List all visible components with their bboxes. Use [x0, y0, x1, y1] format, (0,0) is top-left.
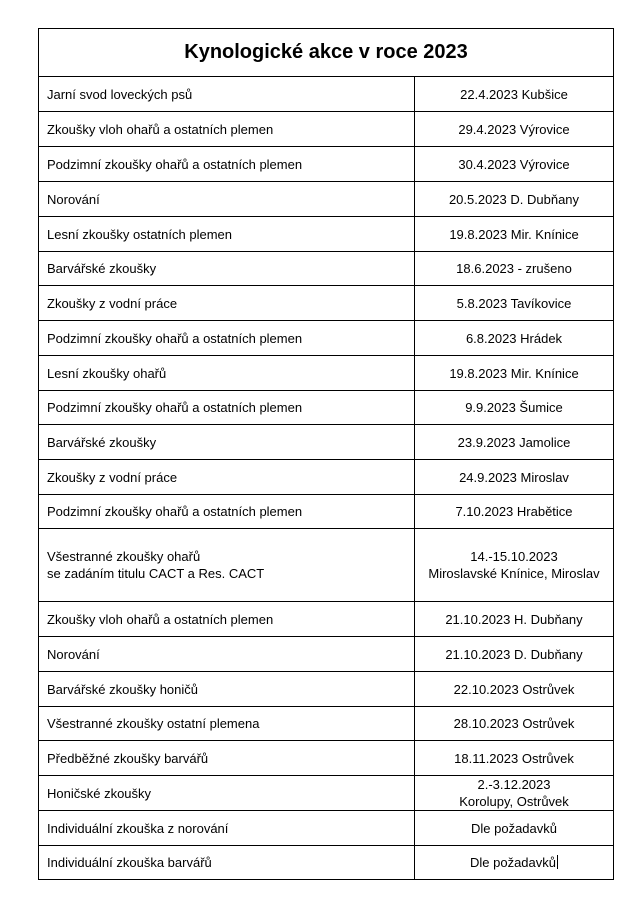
event-name-cell: [39, 147, 415, 182]
table-row: [39, 182, 614, 217]
event-date-place-cell: [415, 707, 614, 741]
event-name-cell: [39, 602, 415, 637]
event-name: Všestranné zkoušky ohařů: [47, 549, 201, 564]
event-name: Lesní zkoušky ohařů: [47, 365, 167, 381]
table-row: [39, 741, 614, 776]
event-date-place-cell: [415, 741, 614, 776]
event-name: Individuální zkouška z norování: [47, 820, 229, 836]
event-date-place-cell: [415, 252, 614, 286]
event-name-cell: [39, 286, 415, 321]
event-date-place-cell: [415, 460, 614, 495]
event-name-cell: [39, 811, 415, 846]
table-row: [39, 112, 614, 147]
event-name-cell: [39, 182, 415, 217]
table-row: [39, 529, 614, 602]
event-name-cell: [39, 672, 415, 707]
event-date-place: Dle požadavků: [470, 855, 556, 870]
event-name: Jarní svod loveckých psů: [47, 86, 193, 102]
table-row: [39, 460, 614, 495]
table-row: [39, 707, 614, 741]
table-row: [39, 425, 614, 460]
event-name: Podzimní zkoušky ohařů a ostatních plemen: [47, 330, 303, 346]
event-date-place-cell: [415, 391, 614, 425]
table-row: [39, 495, 614, 529]
event-name: Barvářské zkoušky: [47, 434, 157, 450]
event-name: Podzimní zkoušky ohařů a ostatních plemen: [47, 156, 303, 172]
event-date-place: 7.10.2023 Hrabětice: [455, 504, 573, 519]
event-name: Norování: [47, 191, 100, 207]
table-row: [39, 637, 614, 672]
event-name: Individuální zkouška barvářů: [47, 855, 212, 870]
event-date-place: 22.4.2023 Kubšice: [460, 86, 568, 102]
event-date-place: 19.8.2023 Mir. Knínice: [449, 365, 579, 381]
event-date-place: 2.-3.12.2023: [477, 777, 551, 792]
event-name-cell: [39, 425, 415, 460]
event-date-place-cell: [415, 217, 614, 252]
event-name: Barvářské zkoušky: [47, 261, 157, 276]
event-name-cell: [39, 252, 415, 286]
event-date-place-cell: [415, 425, 614, 460]
event-name-cell: [39, 460, 415, 495]
event-date-place: 22.10.2023 Ostrůvek: [453, 681, 575, 697]
event-date-place-cell[interactable]: [415, 846, 614, 880]
event-date-place-cell: [415, 529, 614, 602]
event-name: Podzimní zkoušky ohařů a ostatních plemen: [47, 504, 303, 519]
table-row: [39, 77, 614, 112]
event-date-place-cell: [415, 321, 614, 356]
event-date-place-cell: [415, 811, 614, 846]
event-name-cell: [39, 321, 415, 356]
event-date-place: 30.4.2023 Výrovice: [458, 156, 570, 172]
event-name: Zkoušky vloh ohařů a ostatních plemen: [47, 121, 274, 137]
event-date-place-cell: [415, 672, 614, 707]
event-name-cell: [39, 112, 415, 147]
event-name-cell: [39, 707, 415, 741]
event-name: Zkoušky z vodní práce: [47, 295, 178, 311]
event-name: Honičské zkoušky: [47, 785, 152, 801]
event-name: Podzimní zkoušky ohařů a ostatních plemen: [47, 400, 303, 415]
event-date-place: 9.9.2023 Šumice: [465, 400, 563, 415]
event-date-place-cell: [415, 637, 614, 672]
event-date-place-cell: [415, 495, 614, 529]
table-row: [39, 602, 614, 637]
event-date-place: 14.-15.10.2023: [470, 549, 558, 564]
event-name: Zkoušky z vodní práce: [47, 469, 178, 485]
event-name-cell: [39, 776, 415, 811]
table-row: [39, 811, 614, 846]
table-row: [39, 147, 614, 182]
event-date-place: 5.8.2023 Tavíkovice: [456, 295, 572, 311]
event-date-place-cell: [415, 356, 614, 391]
table-row: [39, 846, 614, 880]
event-date-place: 24.9.2023 Miroslav: [459, 469, 569, 485]
table-row: [39, 672, 614, 707]
event-date-place: 21.10.2023 H. Dubňany: [445, 611, 583, 627]
event-date-place: Dle požadavků: [471, 820, 557, 836]
event-date-place-cell: [415, 77, 614, 112]
event-date-place: 18.11.2023 Ostrůvek: [454, 750, 574, 766]
text-cursor: [557, 855, 558, 869]
event-date-place-cell: [415, 286, 614, 321]
events-table: [38, 28, 614, 880]
event-date-place-cell: [415, 182, 614, 217]
event-date-place: 23.9.2023 Jamolice: [457, 434, 571, 450]
event-name: Barvářské zkoušky honičů: [47, 681, 199, 697]
event-date-place: 29.4.2023 Výrovice: [458, 121, 570, 137]
event-name-cell: [39, 391, 415, 425]
event-name-cell: [39, 217, 415, 252]
event-name: Lesní zkoušky ostatních plemen: [47, 226, 232, 242]
event-name-cell: [39, 495, 415, 529]
title-row: [39, 29, 614, 77]
event-name: Norování: [47, 646, 100, 662]
event-date-place-cell: [415, 147, 614, 182]
event-date-place: 19.8.2023 Mir. Knínice: [449, 226, 579, 242]
page-title: Kynologické akce v roce 2023: [39, 29, 614, 77]
event-name-cell: [39, 529, 415, 602]
event-date-place: 18.6.2023 - zrušeno: [456, 261, 572, 276]
event-name-cell: [39, 741, 415, 776]
event-date-place-cell: [415, 776, 614, 811]
events-table-body: [39, 29, 614, 880]
event-date-place: Miroslavské Knínice, Miroslav: [428, 566, 600, 581]
table-row: [39, 286, 614, 321]
event-date-place: 20.5.2023 D. Dubňany: [448, 191, 580, 207]
event-name-cell: [39, 356, 415, 391]
event-name: Zkoušky vloh ohařů a ostatních plemen: [47, 611, 274, 627]
event-name-cell: [39, 77, 415, 112]
event-date-place-cell: [415, 112, 614, 147]
event-date-place: 6.8.2023 Hrádek: [465, 330, 563, 346]
event-date-place: 28.10.2023 Ostrůvek: [453, 716, 575, 731]
event-date-place-cell: [415, 602, 614, 637]
table-row: [39, 252, 614, 286]
table-row: [39, 217, 614, 252]
event-date-place: 21.10.2023 D. Dubňany: [445, 646, 583, 662]
table-row: [39, 391, 614, 425]
table-row: [39, 776, 614, 811]
event-name: Předběžné zkoušky barvářů: [47, 750, 209, 766]
event-name-cell: [39, 846, 415, 880]
table-row: [39, 356, 614, 391]
event-name: se zadáním titulu CACT a Res. CACT: [47, 566, 265, 581]
table-row: [39, 321, 614, 356]
event-date-place: Korolupy, Ostrůvek: [459, 794, 569, 809]
event-name: Všestranné zkoušky ostatní plemena: [47, 716, 260, 731]
event-name-cell: [39, 637, 415, 672]
